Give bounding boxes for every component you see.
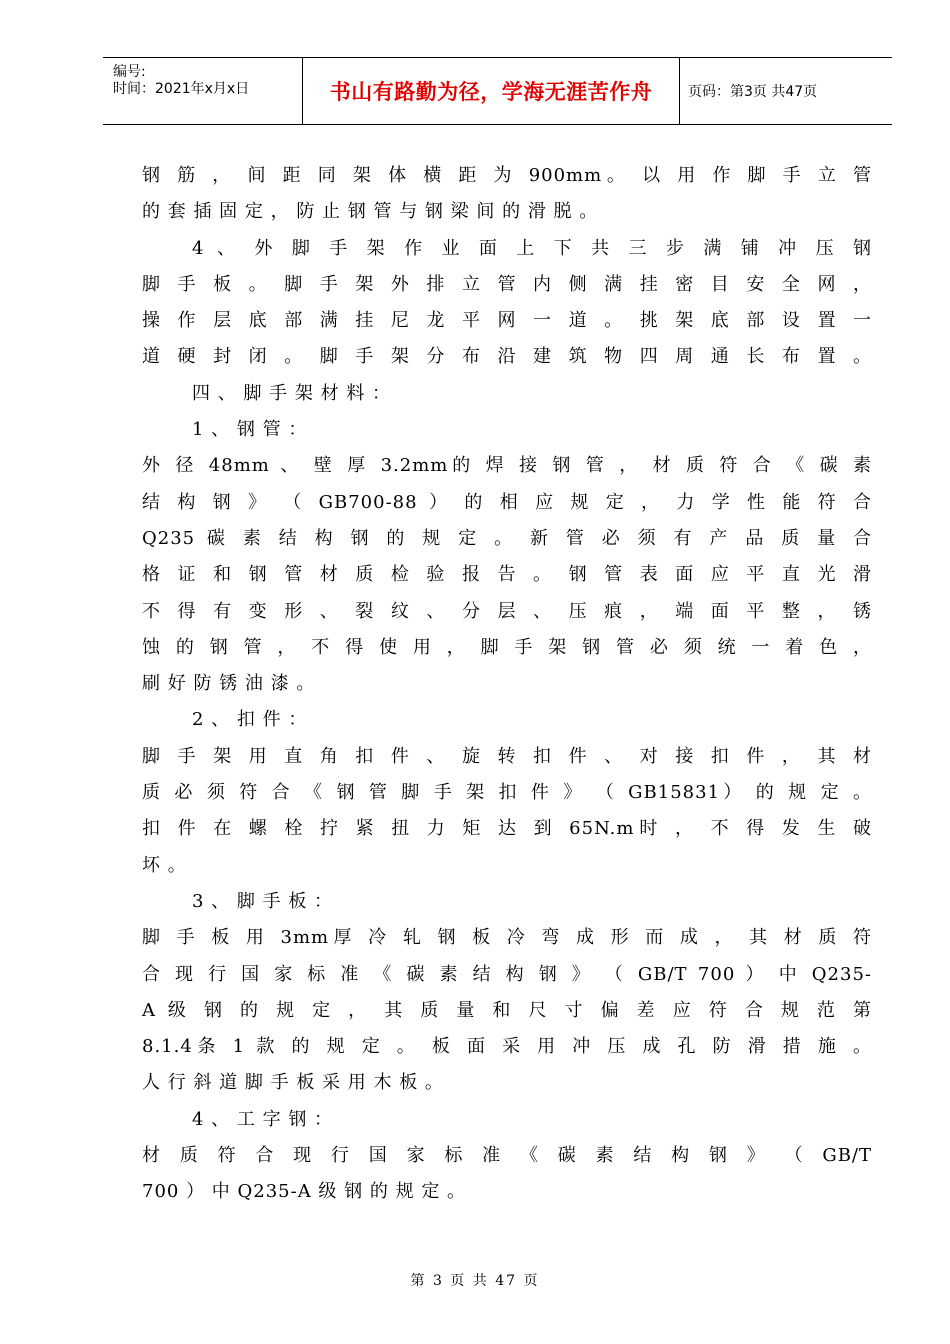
text-line: 合 现 行 国 家 标 准 《 碳 素 结 构 钢 》 （ GB/T 700 ） 中 Q235- [142, 963, 872, 985]
page-footer: 第 3 页 共 47 页 [410, 1273, 540, 1289]
text-line: 的 套 插 固 定 ， 防 止 钢 管 与 钢 梁 间 的 滑 脱 。 [142, 201, 599, 223]
text-line: 4 、 外 脚 手 架 作 业 面 上 下 共 三 步 满 铺 冲 压 钢 [192, 237, 872, 259]
document-number-label: 编号: [113, 64, 146, 80]
header-page-number: 页码：第3页 共47页 [688, 84, 818, 100]
text-line: 扣 件 在 螺 栓 拧 紧 扭 力 矩 达 到 65N.m时 ， 不 得 发 生 破 [142, 818, 873, 840]
subsection-heading: 2 、 扣 件 ： [192, 709, 308, 731]
text-line: 结 构 钢 》 （ GB700-88 ） 的 相 应 规 定 ， 力 学 性 能 符 合 [142, 491, 872, 513]
text-line: 钢 筋 ， 间 距 同 架 体 横 距 为 900mm。 以 用 作 脚 手 立 管 [142, 165, 872, 186]
document-body [142, 158, 872, 1211]
header-slogan: 书山有路勤为径，学海无涯苦作舟 [303, 58, 680, 124]
text-line: 操 作 层 底 部 满 挂 尼 龙 平 网 一 道 。 挑 架 底 部 设 置 一 [142, 310, 872, 332]
header-meta [103, 58, 303, 124]
text-line: 格 证 和 钢 管 材 质 检 验 报 告 。 钢 管 表 面 应 平 直 光 滑 [142, 564, 872, 586]
text-line: 8.1.4条 1 款 的 规 定 。 板 面 采 用 冲 压 成 孔 防 滑 措 施 。 [142, 1036, 872, 1058]
text-line: A 级 钢 的 规 定 ， 其 质 量 和 尺 寸 偏 差 应 符 合 规 范 第 [142, 999, 872, 1021]
subsection-heading: 4 、 工 字 钢 ： [192, 1108, 334, 1130]
text-line: 脚 手 板 用 3mm厚 冷 轧 钢 板 冷 弯 成 形 而 成 ， 其 材 质 符 [142, 927, 872, 949]
text-line: 脚 手 架 用 直 角 扣 件 、 旋 转 扣 件 、 对 接 扣 件 ， 其 材 [142, 745, 872, 767]
text-line: 质 必 须 符 合 《 钢 管 脚 手 架 扣 件 》 （ GB15831） 的 规 定 。 [142, 782, 872, 804]
text-line: 外 径 48mm 、 壁 厚 3.2mm的 焊 接 钢 管 ， 材 质 符 合 《 碳 素 [142, 455, 872, 477]
subsection-heading: 1 、 钢 管 ： [192, 419, 308, 441]
text-line: 不 得 有 变 形 、 裂 纹 、 分 层 、 压 痕 ， 端 面 平 整 ， 锈 [142, 600, 872, 622]
text-line: 坏 。 [142, 854, 187, 876]
text-line: 道 硬 封 闭 。 脚 手 架 分 布 沿 建 筑 物 四 周 通 长 布 置 。 [142, 346, 872, 368]
text-line: 材 质 符 合 现 行 国 家 标 准 《 碳 素 结 构 钢 》 （ GB/T [142, 1145, 872, 1167]
text-line: 刷 好 防 锈 油 漆 。 [142, 673, 316, 695]
section-heading: 四 、 脚 手 架 材 料 ： [192, 382, 392, 404]
text-line: 脚 手 板 。 脚 手 架 外 排 立 管 内 侧 满 挂 密 目 安 全 网 ， [142, 273, 872, 295]
text-line: 蚀 的 钢 管 ， 不 得 使 用 ， 脚 手 架 钢 管 必 须 统 一 着 色 ， [142, 636, 872, 658]
text-line: 700 ） 中 Q235-A 级 钢 的 规 定 。 [142, 1181, 467, 1203]
text-line: 人 行 斜 道 脚 手 板 采 用 木 板 。 [142, 1072, 444, 1094]
text-line: Q235 碳 素 结 构 钢 的 规 定 。 新 管 必 须 有 产 品 质 量 合 [142, 527, 872, 549]
subsection-heading: 3 、 脚 手 板 ： [192, 890, 334, 912]
page-header [103, 57, 892, 125]
document-time: 时间：2021年x月x日 [113, 81, 250, 97]
